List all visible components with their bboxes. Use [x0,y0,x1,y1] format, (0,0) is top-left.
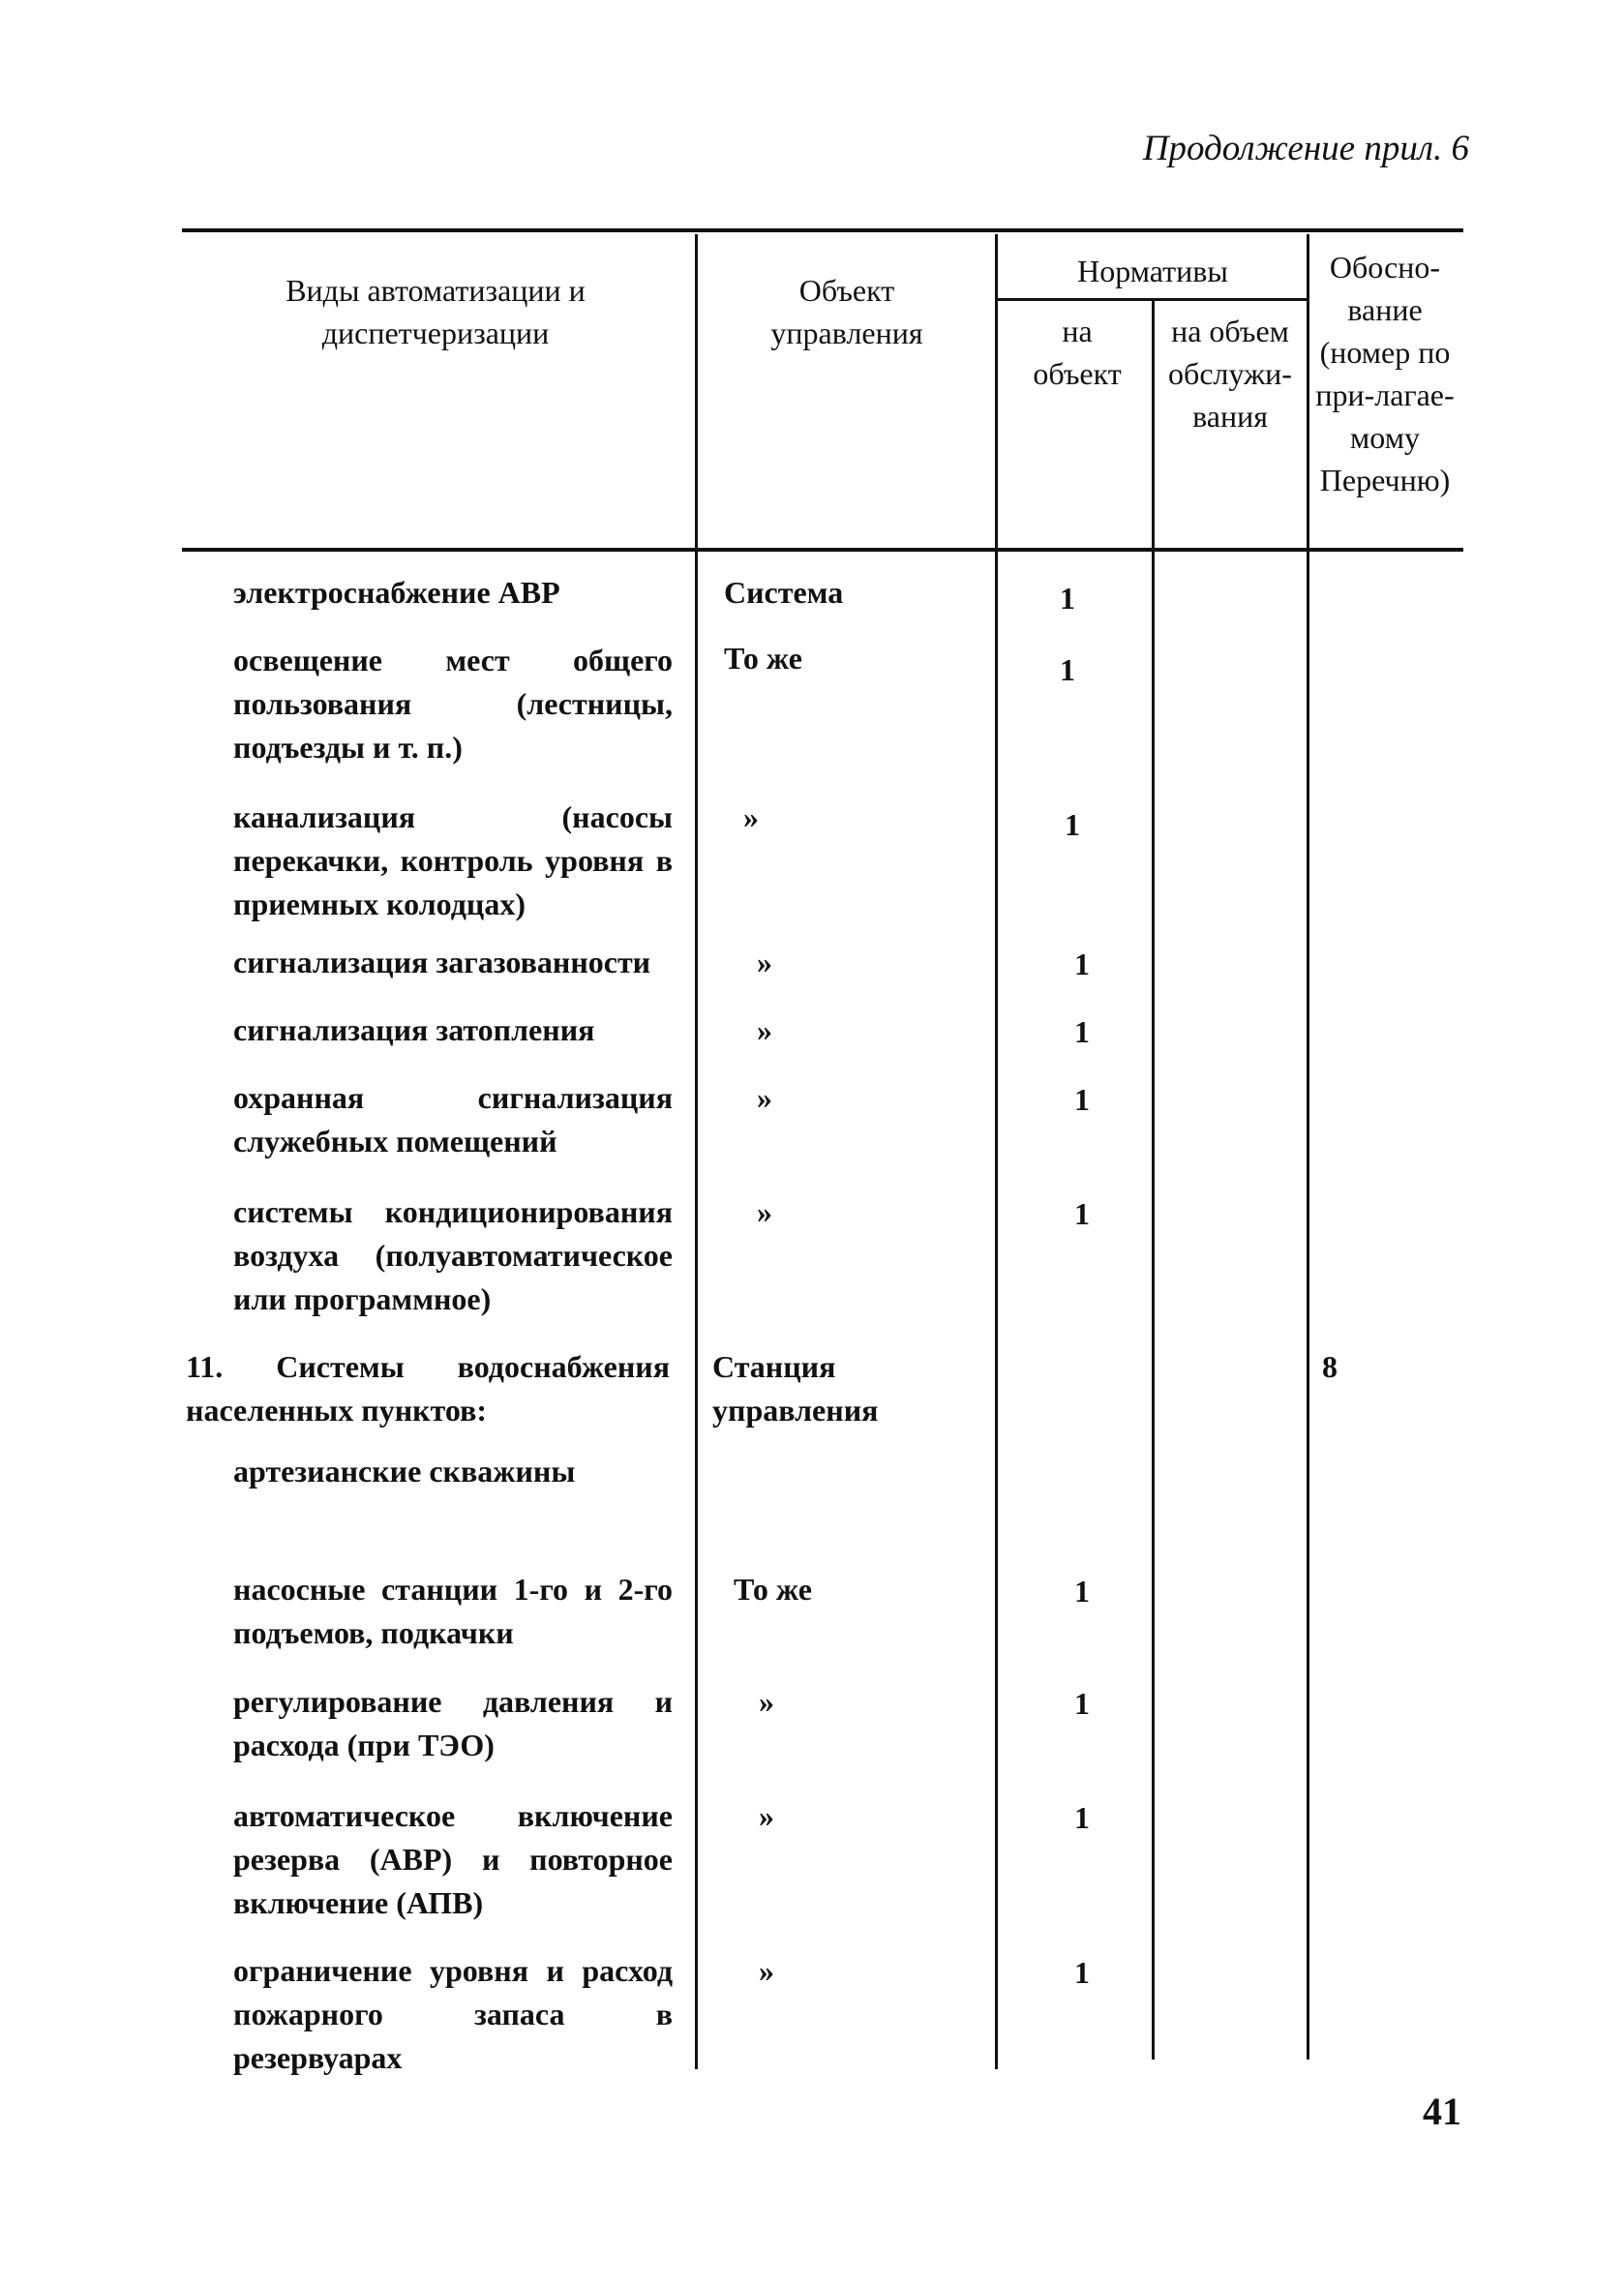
header-per-object: на объект [1033,314,1122,391]
row-per-object: 1 [1074,947,1090,981]
row-object: » [759,1953,774,1988]
row-per-object: 1 [1074,1196,1090,1231]
row-object: Система [724,575,844,610]
running-header: Продолжение прил. 6 [1142,129,1469,168]
row-per-object: 1 [1074,1686,1090,1721]
row-name: автоматическое включение резерва (АВР) и повторное включение (АПВ) [233,1798,673,1920]
column-divider-4 [1307,234,1309,2060]
row-name: регулирование давления и расхода (при ТЭО) [233,1684,673,1762]
header-norms: Нормативы [1077,254,1228,288]
row-name: охранная сигнализация служебных помещений [233,1080,673,1158]
row-object: То же [724,641,802,676]
row-name: электроснабжение АВР [233,575,560,610]
column-divider-1 [695,234,698,2069]
row-per-object: 1 [1074,1082,1090,1117]
row-name: артезианские скважины [233,1454,576,1489]
row-per-object: 1 [1060,581,1075,616]
row-name: освещение мест общего пользования (лестницы, подъезды и т. п.) [233,643,673,765]
row-per-object: 1 [1074,1800,1090,1835]
row-object: » [757,945,772,979]
row-object: » [757,1080,772,1115]
row-object: » [759,1684,774,1719]
header-bottom-rule [182,548,1463,552]
row-name: канализация (насосы перекачки, контроль уровня в приемных колодцах) [233,799,673,921]
row-per-object: 1 [1074,1955,1090,1990]
table-top-rule [182,228,1463,232]
row-object: Станция управления [712,1349,879,1428]
header-types: Виды автоматизации и диспетчеризации [286,273,586,350]
row-object: » [743,799,759,834]
row-name: сигнализация затопления [233,1012,595,1047]
row-per-object: 1 [1074,1014,1090,1049]
row-object: » [757,1194,772,1229]
row-name-section: 11. Системы водоснабжения населенных пунктов: [186,1349,670,1428]
row-object: То же [734,1572,812,1607]
page-number: 41 [1423,2090,1461,2133]
row-per-object: 1 [1065,807,1080,842]
column-divider-3 [1152,300,1155,2060]
header-basis: Обосно-вание (номер по при-лагае-мому Перечню) [1315,250,1455,497]
row-object: » [759,1798,774,1833]
row-per-object: 1 [1060,652,1075,687]
header-object: Объект управления [770,273,923,350]
row-name: сигнализация загазованности [233,945,651,979]
header-per-volume: на объем обслужи-вания [1168,314,1292,434]
row-name: ограничение уровня и расход пожарного запаса в резервуарах [233,1953,673,2075]
row-per-object: 1 [1074,1574,1090,1609]
row-name: системы кондиционирования воздуха (полуавтоматическое или программное) [233,1194,673,1316]
row-basis: 8 [1322,1349,1338,1384]
row-object: » [757,1012,772,1047]
row-name: насосные станции 1-го и 2-го подъемов, подкачки [233,1572,673,1650]
